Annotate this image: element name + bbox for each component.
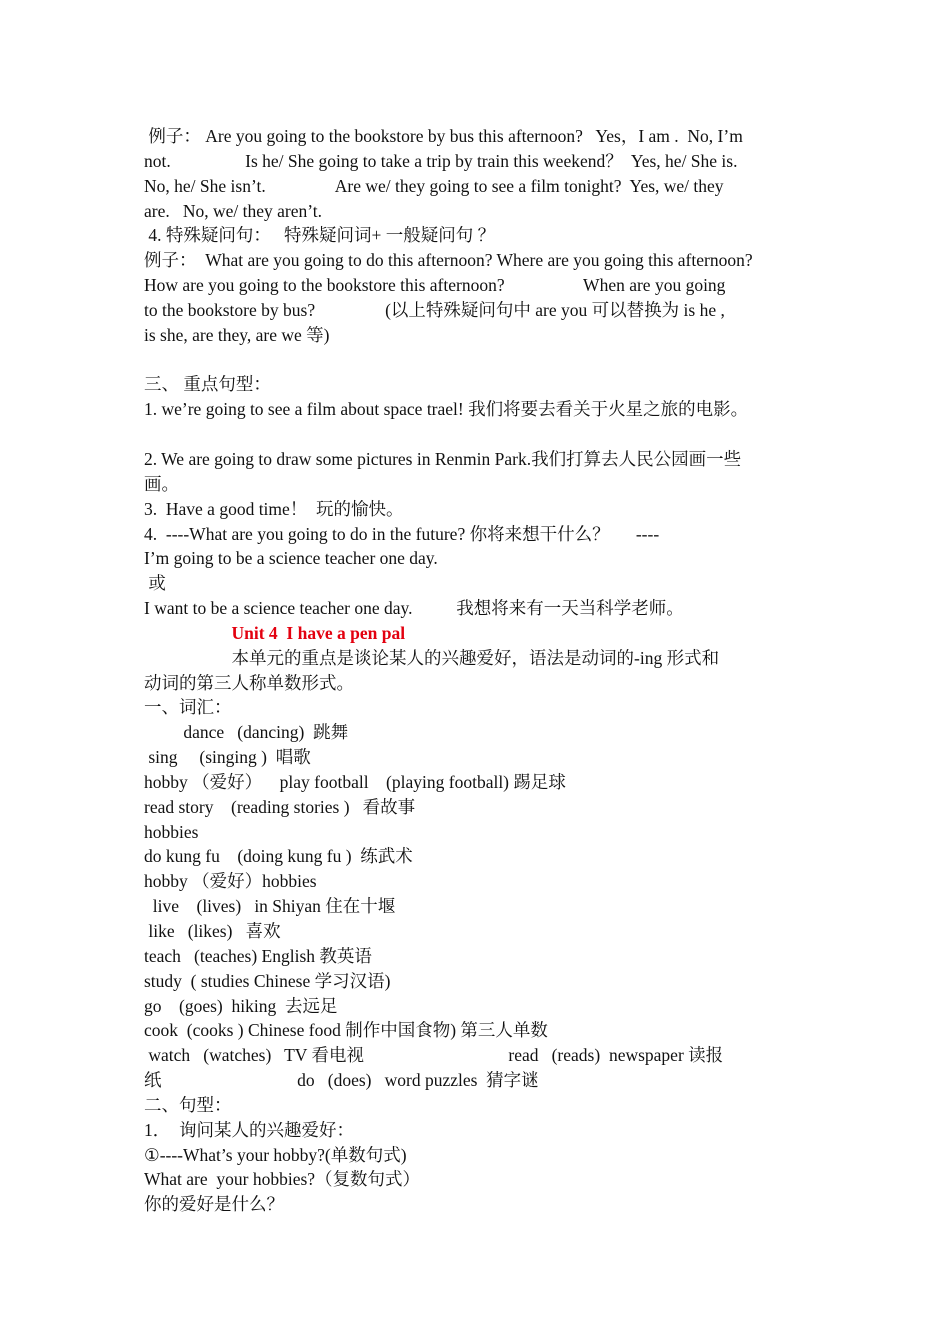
vocab-line: sing (singing ) 唱歌 [144, 747, 311, 768]
text-line: 1. we’re going to see a film about space trael! 我们将要去看关于火星之旅的电影。 [144, 399, 749, 420]
section-heading: 三、 重点句型： [144, 374, 271, 395]
text-line: 你的爱好是什么？ [144, 1194, 284, 1215]
text-line: I’m going to be a science teacher one day. [144, 548, 438, 569]
text-line: not. Is he/ She going to take a trip by train this weekend？ Yes, he/ She is. [144, 150, 738, 171]
vocab-line: teach (teaches) English 教英语 [144, 945, 372, 966]
text-line: is she, are they, are we 等) [144, 324, 330, 345]
vocab-line: do kung fu (doing kung fu ) 练武术 [144, 846, 413, 867]
text-line: 动词的第三人称单数形式。 [144, 672, 354, 693]
text-line: How are you going to the bookstore this afternoon? When are you going [144, 275, 726, 296]
text-line: 本单元的重点是谈论某人的兴趣爱好，语法是动词的-ing 形式和 [144, 647, 720, 668]
text-line: 例子： Are you going to the bookstore by bus this afternoon? Yes，I am . No, I’m [144, 126, 743, 146]
vocab-line: live (lives) in Shiyan 住在十堰 [144, 896, 396, 917]
text-line: 或 [144, 573, 166, 594]
text-line: are. No, we/ they aren’t. [144, 200, 323, 221]
text-line: I want to be a science teacher one day. 我想将来有一天当科学老师。 [144, 598, 684, 619]
vocab-line: hobby （爱好） play football (playing football) 踢足球 [144, 771, 566, 792]
section-heading: 一、词汇： [144, 697, 232, 718]
text-line: 3. Have a good time！ 玩的愉快。 [144, 498, 404, 519]
text-line: ①----What’s your hobby?(单数句式) [144, 1144, 407, 1165]
text-line: 画。 [144, 473, 179, 494]
blank-line [144, 422, 824, 447]
vocab-line: hobby （爱好）hobbies [144, 871, 317, 892]
section-heading: 二、句型： [144, 1094, 232, 1115]
unit-title: Unit 4 I have a pen pal [144, 622, 406, 643]
vocab-line: hobbies [144, 821, 199, 842]
vocab-line: study ( studies Chinese 学习汉语) [144, 970, 391, 991]
blank-line [144, 348, 824, 373]
text-line: 例子： What are you going to do this afternoon? Where are you going this afternoon? [144, 250, 753, 271]
vocab-line: watch (watches) TV 看电视 read (reads) newspaper 读报 [144, 1045, 724, 1066]
text-line: 1． 询问某人的兴趣爱好： [144, 1119, 354, 1140]
document-page [144, 124, 824, 1217]
text-line: 4. ----What are you going to do in the future? 你将来想干什么？ ---- [144, 523, 660, 544]
text-line: What are your hobbies?（复数句式） [144, 1169, 421, 1190]
text-line: to the bookstore by bus? (以上特殊疑问句中 are you 可以替换为 is he , [144, 299, 725, 320]
text-line: No, he/ She isn’t. Are we/ they going to see a film tonight? Yes, we/ they [144, 175, 724, 196]
text-line: 4. 特殊疑问句： 特殊疑问词+ 一般疑问句 ？ [144, 225, 496, 246]
vocab-line: cook (cooks ) Chinese food 制作中国食物) 第三人单数 [144, 1020, 548, 1041]
text-line: 2. We are going to draw some pictures in Renmin Park.我们打算去人民公园画一些 [144, 448, 742, 469]
vocab-line: dance (dancing) 跳舞 [144, 722, 349, 743]
vocab-line: read story (reading stories ) 看故事 [144, 796, 416, 817]
vocab-line: like (likes) 喜欢 [144, 921, 281, 941]
vocab-line: go (goes) hiking 去远足 [144, 995, 338, 1016]
vocab-line: 纸 do (does) word puzzles 猜字谜 [144, 1070, 539, 1091]
